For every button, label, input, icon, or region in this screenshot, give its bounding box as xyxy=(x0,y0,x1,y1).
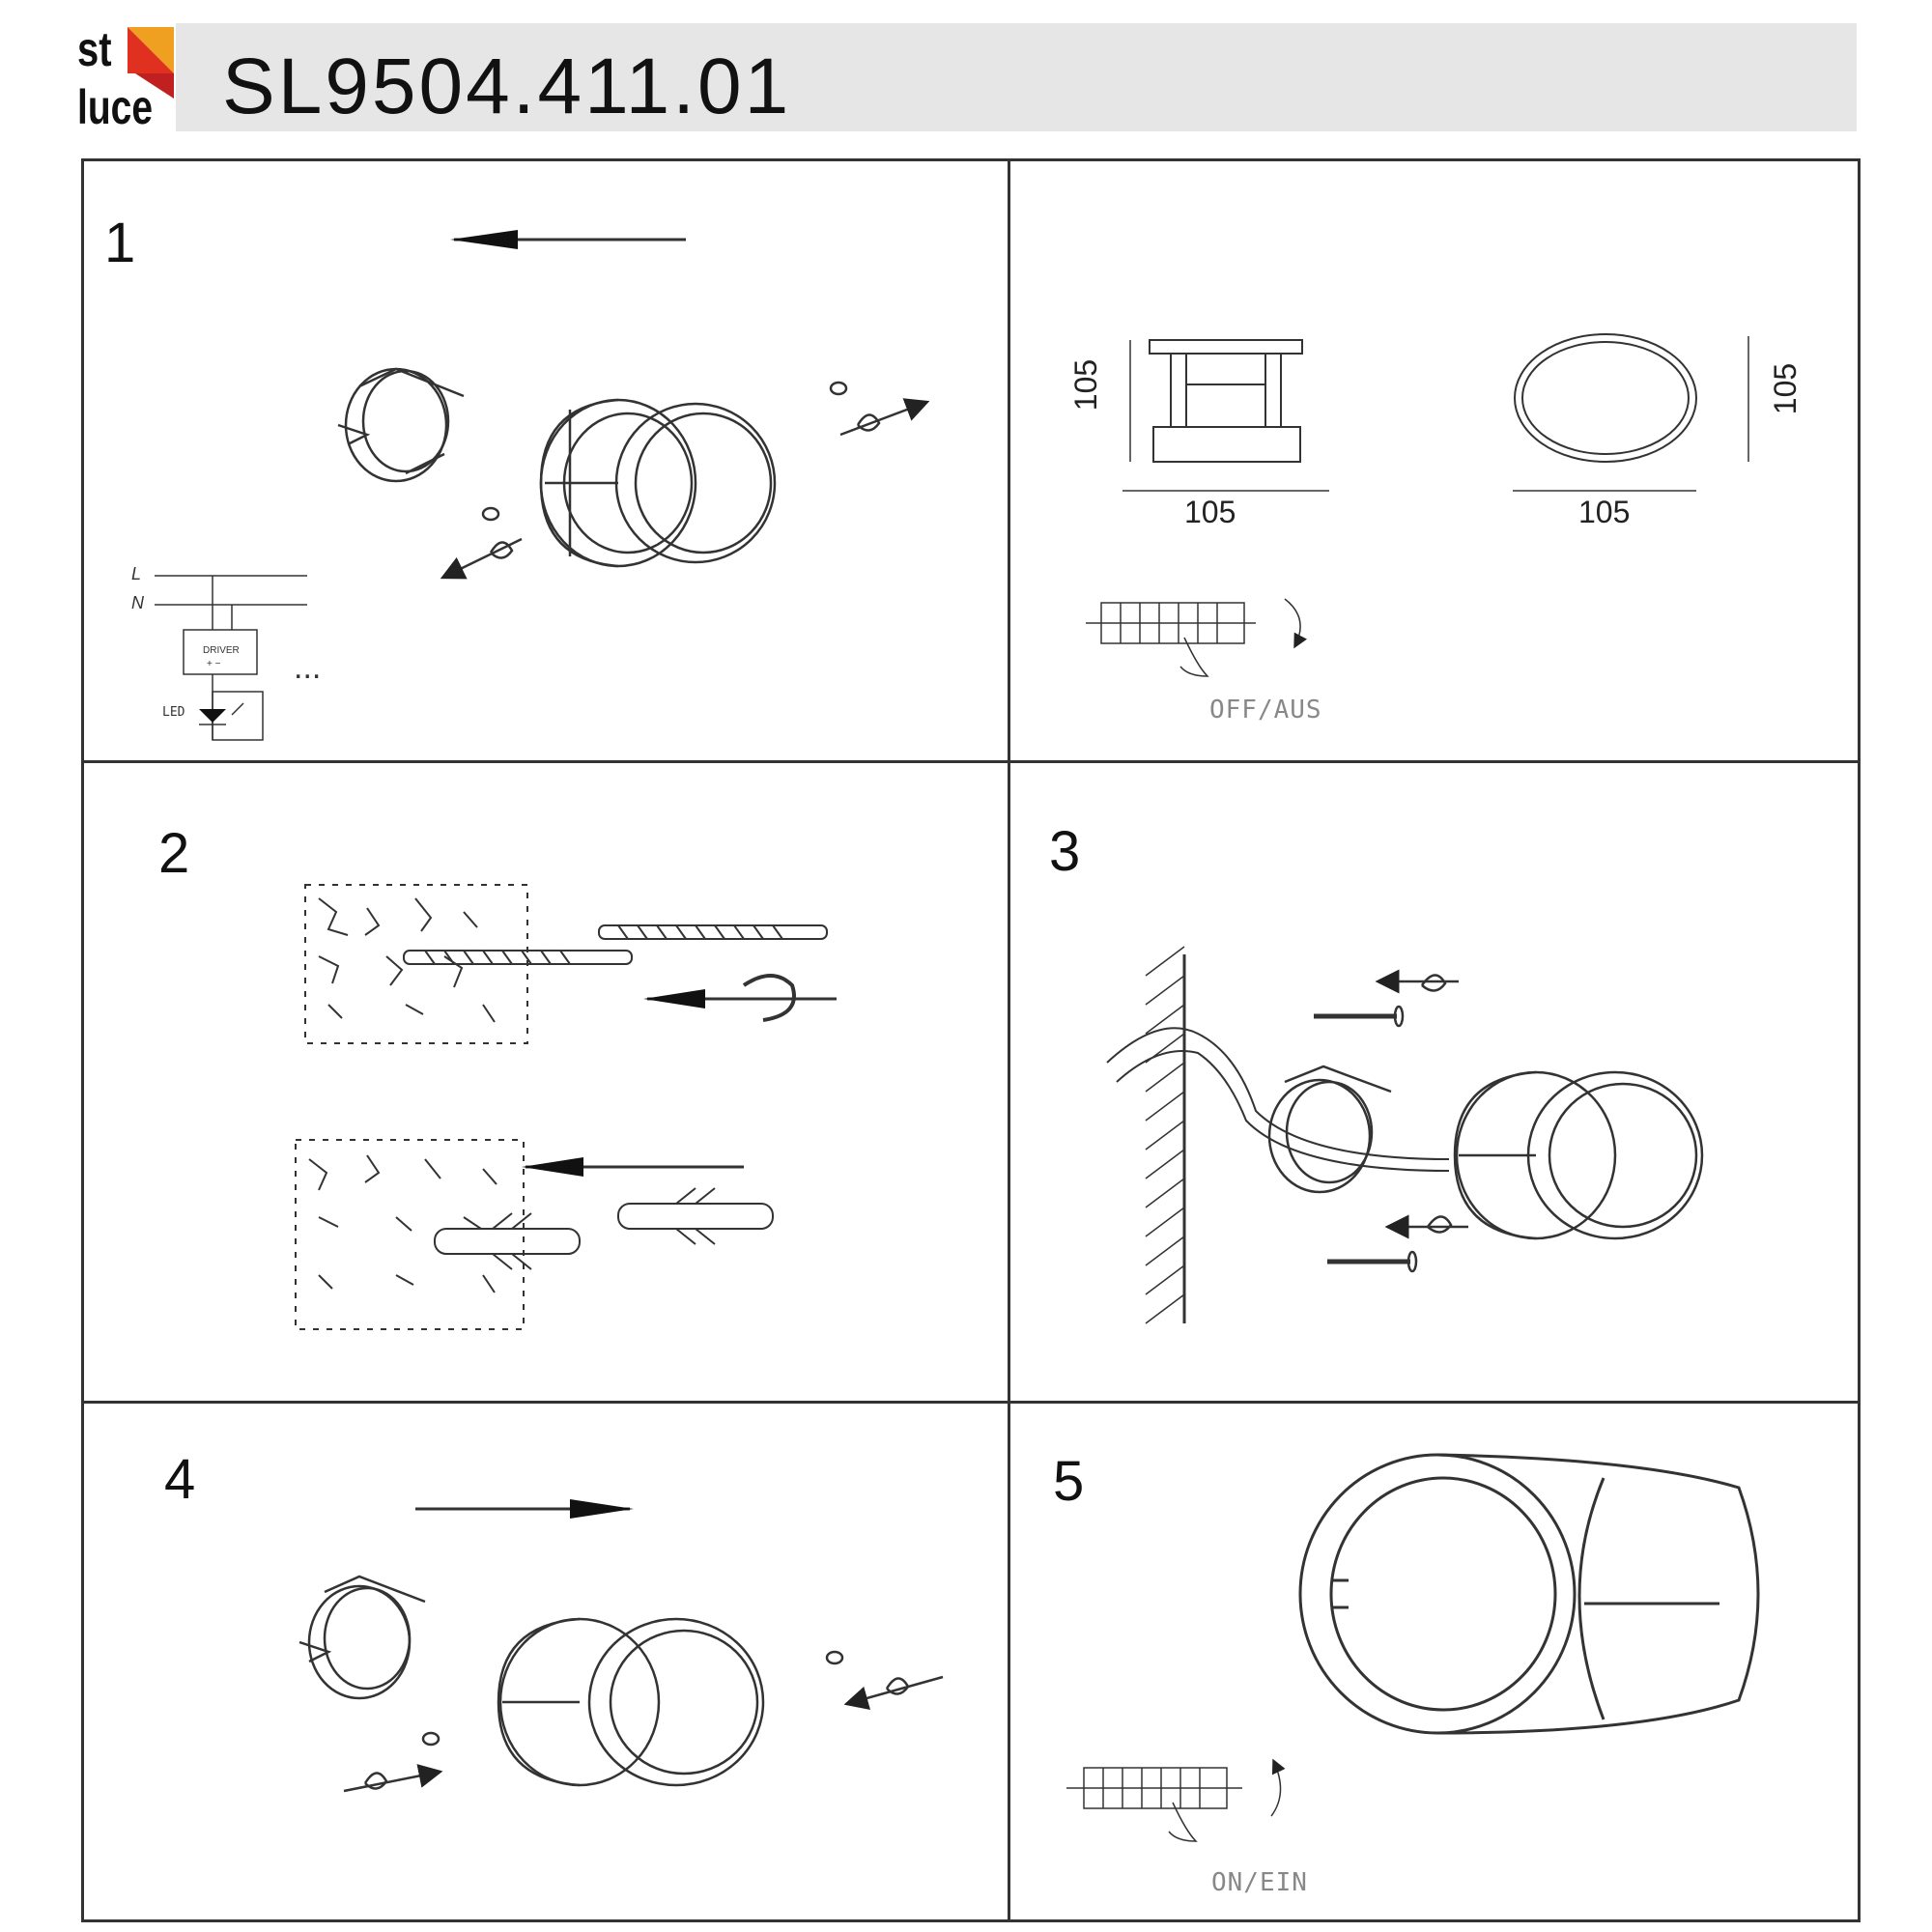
breaker-switch-icon xyxy=(1086,599,1300,676)
step-3-illustration xyxy=(1107,947,1702,1323)
product-code: SL9504.411.01 xyxy=(222,43,792,130)
side-height-dimension: 105 xyxy=(1068,358,1104,412)
svg-text:luce: luce xyxy=(77,79,154,129)
wiring-diagram xyxy=(155,576,307,740)
screw-icon xyxy=(344,1733,440,1791)
step-1-illustration xyxy=(155,230,927,740)
step-number-4: 4 xyxy=(164,1448,196,1511)
wall-texture-icon xyxy=(296,1140,524,1329)
wire-neutral-label: N xyxy=(131,593,144,612)
front-width-dimension: 105 xyxy=(1578,495,1631,529)
lamp-body-icon xyxy=(541,400,775,566)
side-width-dimension: 105 xyxy=(1184,495,1236,529)
dimension-drawings xyxy=(1086,334,1748,676)
switch-off-label: OFF/AUS xyxy=(1209,696,1322,724)
step-5-illustration xyxy=(1066,1455,1758,1841)
wire-line-label: L xyxy=(131,564,142,583)
mounting-bracket-icon xyxy=(338,369,464,481)
svg-text:st: st xyxy=(77,23,112,77)
step-2-illustration xyxy=(296,885,837,1329)
step-number-3: 3 xyxy=(1049,820,1081,883)
driver-polarity: + − xyxy=(207,659,221,669)
step-number-2: 2 xyxy=(158,822,190,885)
screw-icon xyxy=(827,1652,943,1704)
lamp-assembled-icon xyxy=(1300,1455,1758,1733)
driver-label: DRIVER xyxy=(203,645,240,656)
wall-anchor-icon xyxy=(435,1188,773,1269)
mounting-bracket-icon xyxy=(1269,1066,1391,1192)
screw-icon xyxy=(1327,1216,1468,1271)
drill-bit-icon xyxy=(404,925,827,964)
front-view-icon xyxy=(1515,334,1696,462)
wall-icon xyxy=(1146,947,1184,1323)
screw-icon xyxy=(831,383,927,435)
front-height-dimension: 105 xyxy=(1768,362,1804,415)
led-label: LED xyxy=(162,705,185,720)
side-view-icon xyxy=(1150,340,1302,462)
mounting-bracket-icon xyxy=(299,1577,425,1698)
screw-icon xyxy=(442,508,522,578)
lamp-body-icon xyxy=(498,1619,763,1785)
screw-icon xyxy=(1314,975,1459,1026)
lamp-body-icon xyxy=(1455,1072,1702,1238)
step-number-5: 5 xyxy=(1053,1450,1085,1513)
switch-on-label: ON/EIN xyxy=(1211,1868,1308,1897)
more-fixtures-ellipsis: ... xyxy=(294,649,322,686)
step-number-1: 1 xyxy=(104,212,136,274)
step-4-illustration xyxy=(299,1499,943,1791)
breaker-switch-icon xyxy=(1066,1760,1281,1841)
